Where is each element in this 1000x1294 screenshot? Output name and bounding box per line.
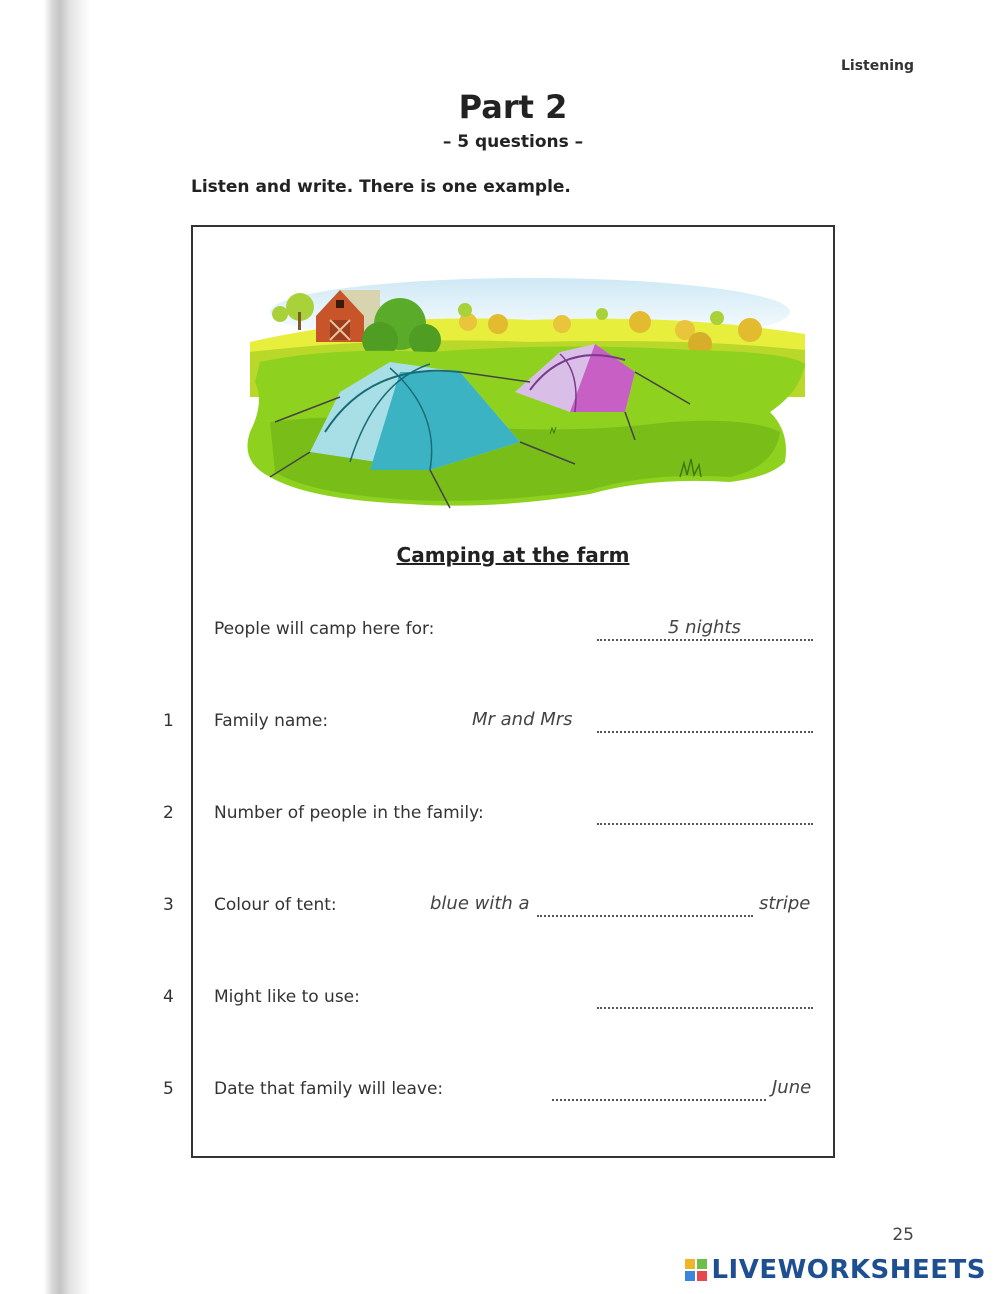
example-answer: 5 nights xyxy=(668,617,741,638)
question-3-number: 3 xyxy=(163,895,174,915)
question-3-prefix: blue with a xyxy=(430,893,530,914)
question-3-answer-field[interactable] xyxy=(537,915,753,917)
example-answer-line xyxy=(597,639,813,641)
question-2-answer-field[interactable] xyxy=(597,823,813,825)
question-5-number: 5 xyxy=(163,1079,174,1099)
question-4-number: 4 xyxy=(163,987,174,1007)
question-3-suffix: stripe xyxy=(759,893,811,914)
question-1-number: 1 xyxy=(163,711,174,731)
section-label: Listening xyxy=(841,58,914,74)
example-label: People will camp here for: xyxy=(214,619,435,639)
page-number: 25 xyxy=(892,1225,914,1245)
question-4-label: Might like to use: xyxy=(214,987,360,1007)
question-4-answer-field[interactable] xyxy=(597,1007,813,1009)
liveworksheets-logo-icon xyxy=(685,1259,707,1281)
liveworksheets-brand[interactable] xyxy=(685,1255,986,1285)
book-binding-shadow xyxy=(0,0,90,1294)
camping-illustration xyxy=(230,272,810,512)
form-title: Camping at the farm xyxy=(396,543,630,567)
question-1-label: Family name: xyxy=(214,711,329,731)
part-subtitle: – 5 questions – xyxy=(442,132,584,152)
question-5-suffix: June xyxy=(772,1077,812,1098)
question-2-number: 2 xyxy=(163,803,174,823)
question-1-answer-field[interactable] xyxy=(597,731,813,733)
question-3-label: Colour of tent: xyxy=(214,895,337,915)
part-title: Part 2 xyxy=(458,88,568,126)
question-5-label: Date that family will leave: xyxy=(214,1079,444,1099)
question-1-prefix: Mr and Mrs xyxy=(472,709,573,730)
question-2-label: Number of people in the family: xyxy=(214,803,484,823)
brand-text: LIVEWORKSHEETS xyxy=(711,1255,986,1285)
question-5-answer-field[interactable] xyxy=(552,1099,766,1101)
instructions: Listen and write. There is one example. xyxy=(191,177,571,197)
